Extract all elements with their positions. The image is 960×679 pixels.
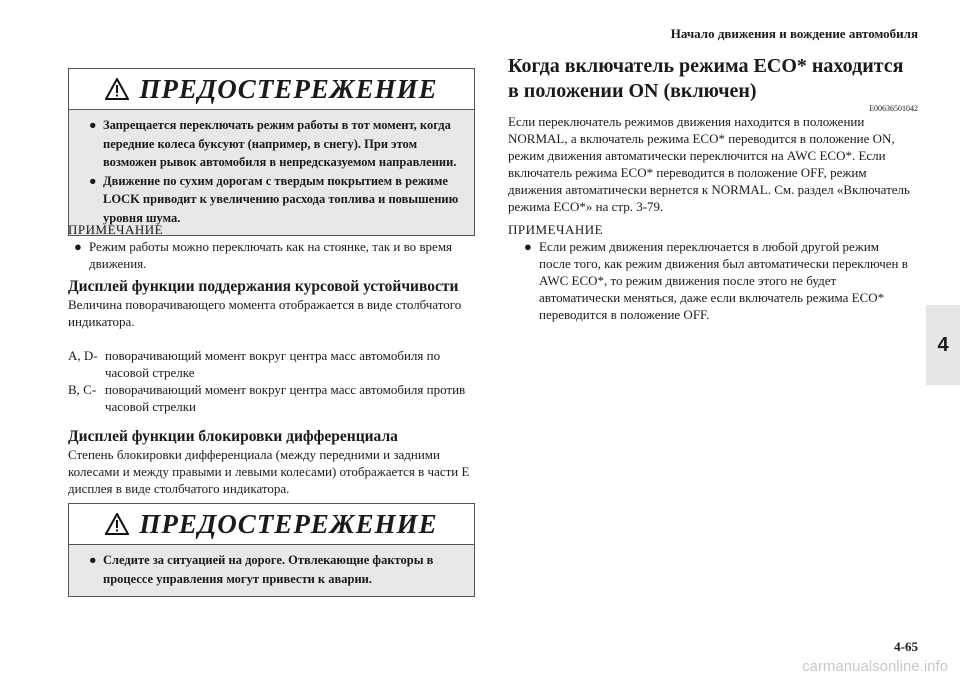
definition-value: поворачивающий момент вокруг центра масс автомобиля по часовой стрелке [105, 348, 441, 380]
warning-triangle-icon [105, 78, 129, 100]
running-header: Начало движения и вождение автомобиля [670, 26, 918, 41]
warning-item: ● Следите за ситуацией на дороге. Отвлекающие факторы в процессе управления могут привести к аварии. [89, 551, 464, 588]
warning-box-1 [68, 68, 475, 236]
warning-box-2 [68, 503, 475, 597]
warning-item: ● Движение по сухим дорогам с твердым покрытием в режиме LOCK приводит к увеличению расхода топлива и повышению уровня шума. [89, 172, 464, 228]
note-title: ПРИМЕЧАНИЕ [508, 222, 604, 237]
warning-title: ПРЕДОСТЕРЕЖЕНИЕ [139, 73, 438, 104]
warning-list [69, 545, 474, 596]
section-heading: Дисплей функции блокировки дифференциала [68, 428, 398, 445]
warning-item: ● Запрещается переключать режим работы в тот момент, когда передние колеса буксуют (например, в снегу). При этом возможен рывок автомобиля в непредсказуемом направлении. [89, 116, 464, 172]
section-eco-on [508, 54, 918, 215]
warning-list [69, 110, 474, 235]
warning-triangle-icon [105, 513, 129, 535]
warning-title: ПРЕДОСТЕРЕЖЕНИЕ [139, 508, 438, 539]
definition-key: A, D- [68, 348, 98, 363]
section-diff-lock-display [68, 428, 478, 497]
definition-key: B, C- [68, 382, 97, 397]
note-title: ПРИМЕЧАНИЕ [68, 222, 164, 237]
note-list [508, 238, 913, 323]
note-block-1 [68, 222, 468, 272]
section-stability-display [68, 278, 473, 415]
definition-row [68, 347, 473, 381]
definition-list [68, 347, 473, 415]
note-list [68, 238, 468, 272]
definition-row [68, 381, 473, 415]
note-item: ● Режим работы можно переключать как на стоянке, так и во время движения. [74, 238, 468, 272]
section-main-heading: Когда включатель режима ECO* находится в положении ON (включен) [508, 55, 904, 102]
section-text: Величина поворачивающего момента отображается в виде столбчатого индикатора. [68, 297, 462, 329]
note-block-2 [508, 222, 913, 323]
warning-header [69, 69, 474, 110]
section-text: Если переключатель режимов движения находится в положении NORMAL, а включатель режима ECO* переводится в положение ON, режим движения автоматически переключится на AWC ECO*. Если включатель режима ECO* переводится в положение OFF, режим движения автоматически вернется к NORMAL. См. раздел «Включатель режима ECO*» на стр. 3-79. [508, 114, 910, 214]
document-code: E00636501042 [869, 104, 918, 113]
note-item: ● Если режим движения переключается в любой другой режим после того, как режим движения был автоматически переключен в AWC ECO*, то режим движения после этого не будет автоматически меняться, даже если включатель режима ECO* переводится в положение OFF. [524, 238, 913, 323]
warning-header [69, 504, 474, 545]
definition-value: поворачивающий момент вокруг центра масс автомобиля против часовой стрелки [105, 382, 466, 414]
section-heading: Дисплей функции поддержания курсовой устойчивости [68, 278, 459, 295]
chapter-tab: 4 [926, 305, 960, 385]
section-text: Степень блокировки дифференциала (между передними и задними колесами и между правыми и левыми колесами) отображается в части E дисплея в виде столбчатого индикатора. [68, 447, 470, 496]
watermark: carmanualsonline.info [802, 658, 948, 675]
page-number: 4-65 [894, 639, 918, 654]
